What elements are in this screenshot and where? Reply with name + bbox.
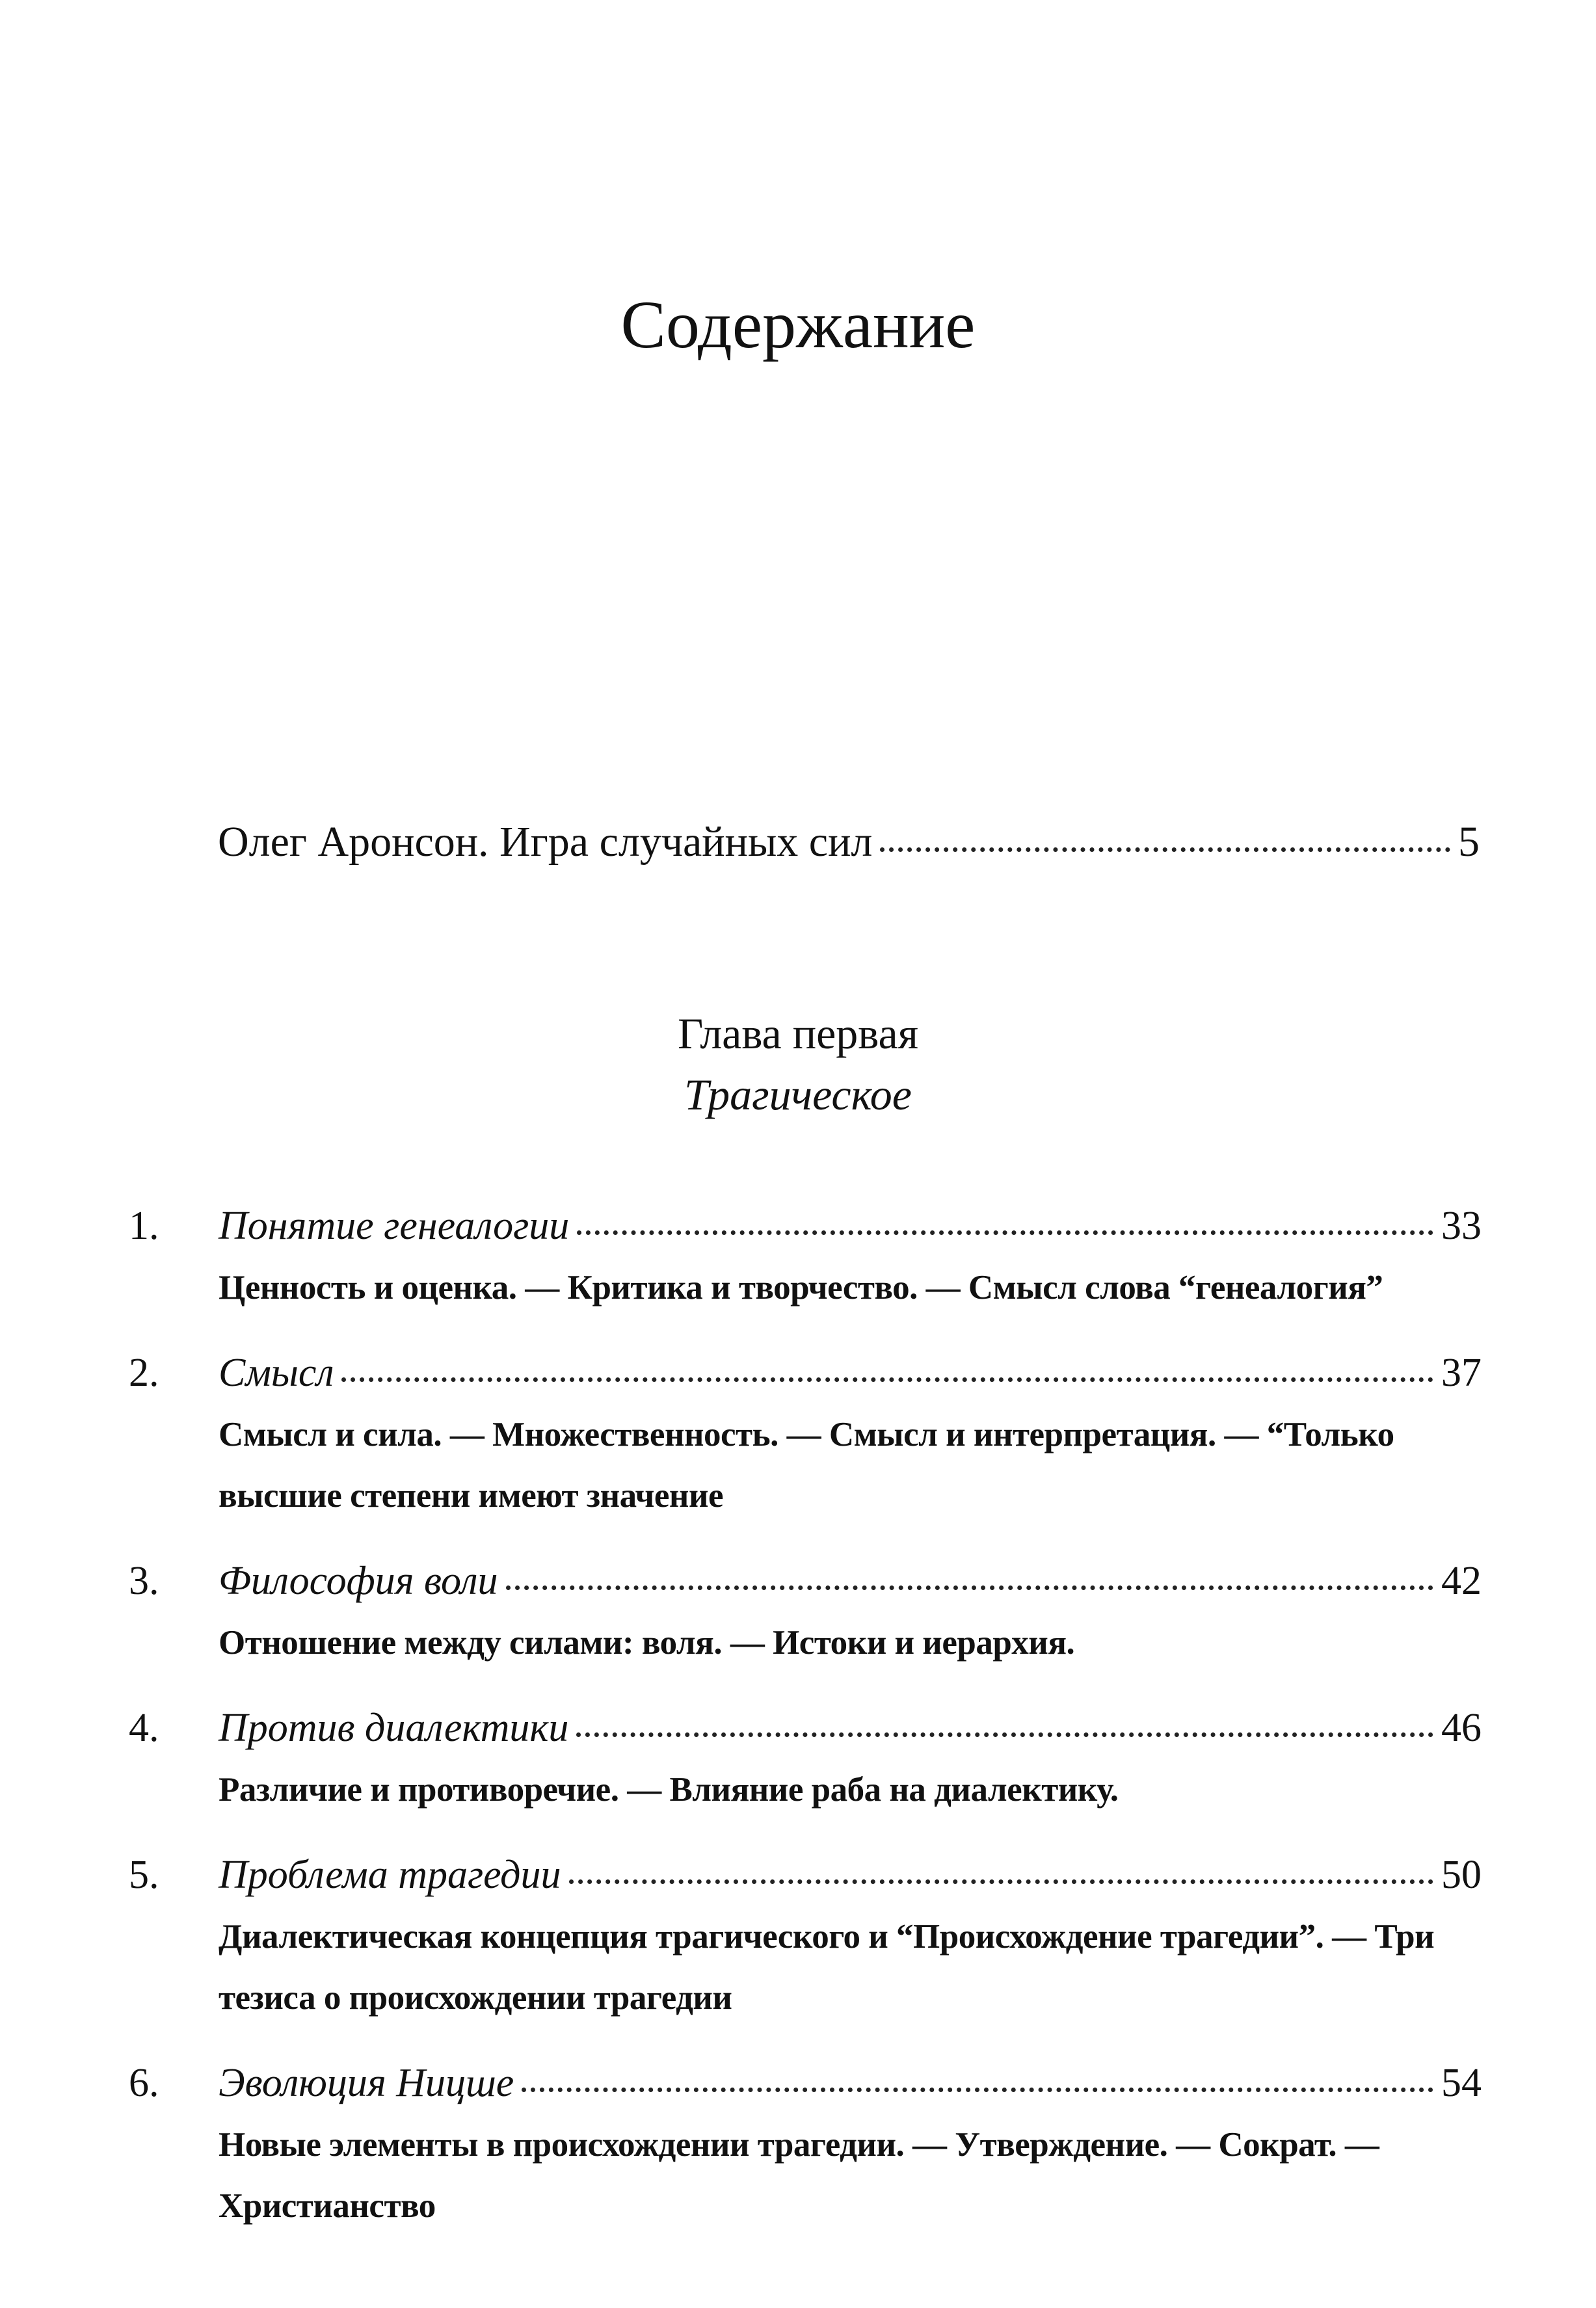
- section-list: [129, 1200, 1482, 2265]
- toc-section[interactable]: [129, 2057, 1482, 2236]
- toc-line: [219, 1849, 1482, 1901]
- dot-leader: [506, 1585, 1433, 1590]
- section-description: Отношение между силами: воля. — Истоки и иерархия.: [219, 1624, 1075, 1662]
- dot-leader: [569, 1879, 1433, 1884]
- section-body: [219, 1347, 1482, 1526]
- toc-line: [219, 1702, 1482, 1754]
- dot-leader: [341, 1377, 1433, 1382]
- toc-section[interactable]: [129, 1555, 1482, 1673]
- section-title: Философия воли: [219, 1559, 498, 1603]
- section-number: 6.: [129, 2061, 159, 2105]
- section-body: [219, 1849, 1482, 2028]
- section-page-number: 50: [1441, 1853, 1482, 1897]
- section-description: Смысл и сила. — Множественность. — Смысл и интерпретация. — “Только высшие степени имеют значение: [219, 1416, 1394, 1515]
- toc-page-number: 5: [1458, 818, 1480, 866]
- chapter-subtitle: Трагическое: [684, 1070, 912, 1119]
- section-page-number: 33: [1441, 1204, 1482, 1248]
- section-number: 3.: [129, 1559, 159, 1603]
- section-title: Смысл: [219, 1351, 334, 1395]
- section-number: 4.: [129, 1706, 159, 1750]
- toc-line: [218, 816, 1480, 868]
- section-page-number: 37: [1441, 1351, 1482, 1395]
- section-title: Против диалектики: [219, 1706, 569, 1750]
- section-description: Ценность и оценка. — Критика и творчество. — Смысл слова “генеалогия”: [219, 1269, 1383, 1307]
- section-page-number: 42: [1441, 1559, 1482, 1603]
- section-body: [219, 1555, 1482, 1673]
- section-title: Эволюция Ницше: [219, 2061, 514, 2105]
- toc-entry-title: Олег Аронсон. Игра случайных сил: [218, 818, 873, 866]
- section-body: [219, 2057, 1482, 2236]
- dot-leader: [880, 847, 1450, 852]
- toc-section[interactable]: [129, 1200, 1482, 1318]
- section-title: Проблема трагедии: [219, 1853, 561, 1897]
- dot-leader: [522, 2088, 1433, 2092]
- chapter-heading: [0, 1005, 1596, 1123]
- section-number: 2.: [129, 1351, 159, 1395]
- section-title: Понятие генеалогии: [219, 1204, 570, 1248]
- section-page-number: 46: [1441, 1706, 1482, 1750]
- toc-section[interactable]: [129, 1849, 1482, 2028]
- toc-entry-preface[interactable]: [218, 816, 1480, 868]
- section-body: [219, 1200, 1482, 1318]
- dot-leader: [576, 1732, 1433, 1737]
- toc-line: [219, 1347, 1482, 1399]
- section-description: Диалектическая концепция трагического и “Происхождение трагедии”. — Три тезиса о происхождении трагедии: [219, 1918, 1435, 2017]
- section-number: 1.: [129, 1204, 159, 1248]
- section-page-number: 54: [1441, 2061, 1482, 2105]
- toc-section[interactable]: [129, 1702, 1482, 1820]
- toc-section[interactable]: [129, 1347, 1482, 1526]
- page-title: Содержание: [620, 287, 976, 362]
- section-body: [219, 1702, 1482, 1820]
- section-number: 5.: [129, 1853, 159, 1897]
- toc-line: [219, 2057, 1482, 2109]
- toc-line: [219, 1200, 1482, 1252]
- chapter-label: Глава первая: [678, 1009, 918, 1058]
- section-description: Различие и противоречие. — Влияние раба на диалектику.: [219, 1771, 1119, 1809]
- section-description: Новые элементы в происхождении трагедии. — Утверждение. — Сократ. — Христианство: [219, 2126, 1379, 2225]
- dot-leader: [577, 1230, 1433, 1235]
- toc-line: [219, 1555, 1482, 1607]
